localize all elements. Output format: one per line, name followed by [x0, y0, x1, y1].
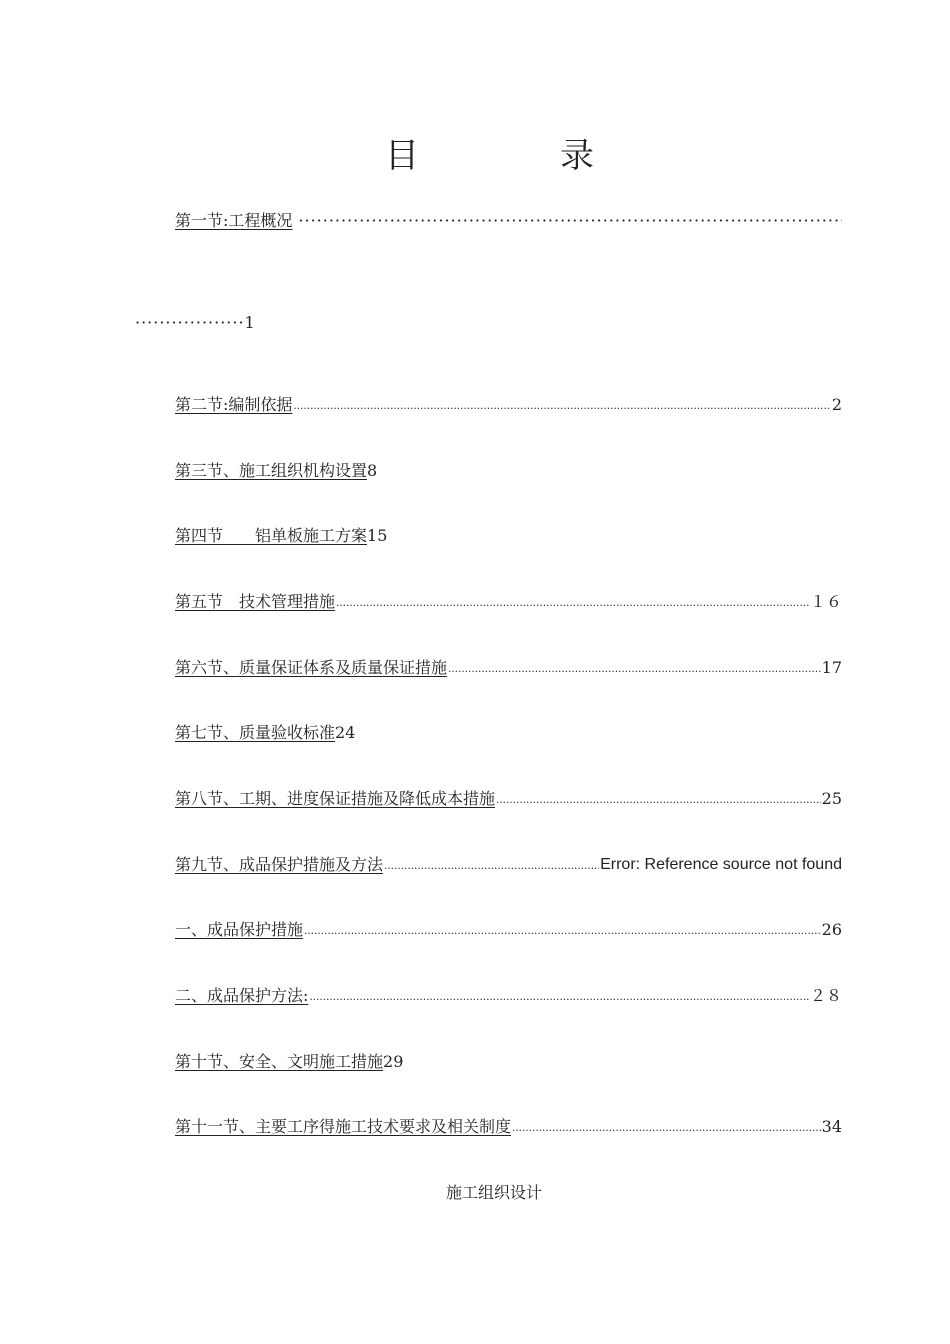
- toc-leader-dots: [512, 1116, 821, 1138]
- toc-entry-5[interactable]: [175, 587, 842, 613]
- toc-entry-label[interactable]: 第九节、成品保护措施及方法: [175, 855, 384, 874]
- toc-entry-8[interactable]: [175, 784, 842, 810]
- toc-entry-label[interactable]: 第七节、质量验收标准: [175, 723, 336, 742]
- toc-title: [0, 128, 950, 176]
- toc-entry-page: 29: [383, 1052, 404, 1071]
- toc-leader-dots: [448, 657, 821, 679]
- toc-entry-2[interactable]: [175, 390, 842, 416]
- toc-leader-dots: [336, 591, 809, 613]
- toc-entry-label[interactable]: 第八节、工期、进度保证措施及降低成本措施: [175, 789, 496, 808]
- toc-entry-page: 25: [821, 789, 842, 808]
- toc-leader-dots: [135, 312, 245, 334]
- toc-entry-page: 17: [821, 658, 842, 677]
- toc-entry-label[interactable]: 一、成品保护措施: [175, 920, 304, 939]
- toc-entry-page: 2: [831, 395, 842, 414]
- toc-leader-dots: [298, 210, 842, 232]
- toc-entry-label[interactable]: 第六节、质量保证体系及质量保证措施: [175, 658, 448, 677]
- toc-leader-dots: [309, 985, 809, 1007]
- toc-entry-label[interactable]: 二、成品保护方法:: [175, 986, 309, 1005]
- toc-entry-label[interactable]: 第四节 铝单板施工方案: [175, 526, 368, 545]
- toc-entry-1-continuation: [135, 308, 255, 334]
- toc-entry-page: 1: [244, 313, 255, 332]
- toc-title-char-1: 目: [385, 136, 419, 176]
- toc-entry-label[interactable]: 第三节、施工组织机构设置: [175, 461, 368, 480]
- toc-entry-9[interactable]: [175, 850, 842, 876]
- toc-entry-label[interactable]: 第五节 技术管理措施: [175, 592, 336, 611]
- toc-entry-page: ２８: [809, 986, 842, 1005]
- toc-entry-page: 8: [367, 461, 378, 480]
- toc-entry-label[interactable]: 第二节:编制依据: [175, 395, 293, 414]
- toc-entry-11[interactable]: [175, 981, 842, 1007]
- toc-entry-label[interactable]: 第一节:工程概况: [175, 211, 293, 230]
- toc-entry-7[interactable]: [175, 718, 842, 744]
- toc-entry-label[interactable]: 第十一节、主要工序得施工技术要求及相关制度: [175, 1117, 512, 1136]
- toc-leader-dots: [384, 854, 599, 876]
- toc-title-char-2: 录: [560, 136, 594, 176]
- toc-leader-dots: [293, 394, 830, 416]
- toc-entry-label[interactable]: 第十节、安全、文明施工措施: [175, 1052, 384, 1071]
- toc-leader-dots: [304, 919, 821, 941]
- toc-entry-page-error: Error: Reference source not found: [600, 856, 842, 873]
- toc-entry-page: 24: [335, 723, 356, 742]
- toc-leader-dots: [496, 788, 821, 810]
- toc-entry-page: 15: [367, 526, 388, 545]
- toc-entry-3[interactable]: [175, 456, 842, 482]
- toc-entry-page: 34: [821, 1117, 842, 1136]
- toc-entry-page: 26: [821, 920, 842, 939]
- toc-entry-1[interactable]: [175, 206, 842, 232]
- toc-entry-10[interactable]: [175, 915, 842, 941]
- toc-entry-13[interactable]: [175, 1112, 842, 1138]
- page-footer: 施工组织设计: [445, 1183, 542, 1202]
- toc-entry-page: １６: [809, 592, 842, 611]
- toc-entry-12[interactable]: [175, 1047, 842, 1073]
- toc-entry-4[interactable]: [175, 521, 842, 547]
- toc-entry-6[interactable]: [175, 653, 842, 679]
